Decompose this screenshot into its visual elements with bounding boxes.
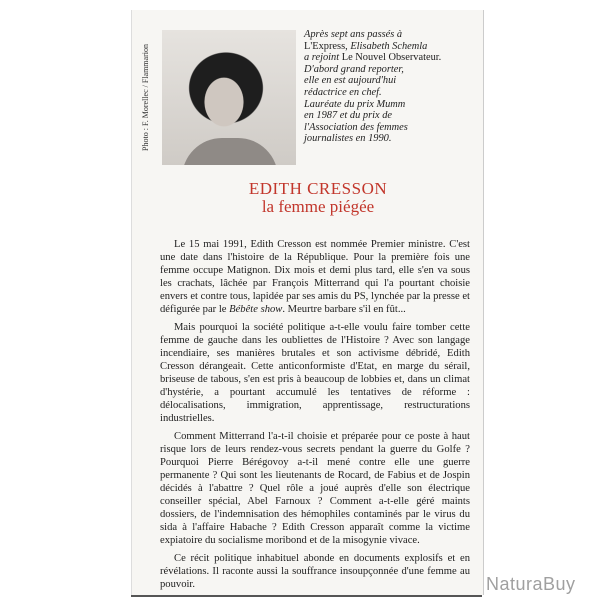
- bio-line: a rejoint: [304, 52, 340, 64]
- bio-line: journalistes en 1990.: [304, 133, 392, 145]
- author-bio: [304, 29, 482, 145]
- bio-line: elle en est aujourd'hui: [304, 75, 397, 87]
- bio-line: Le Nouvel Observateur.: [339, 52, 442, 64]
- bio-line: D'abord grand reporter,: [304, 63, 404, 75]
- bio-line: l'Association des femmes: [304, 121, 408, 133]
- text: . Meurtre barbare s'il en fût...: [282, 304, 406, 315]
- bio-line: Lauréate du prix Mumm: [304, 98, 406, 110]
- paragraph: Ce récit politique inhabituel abonde en documents explosifs et en révélations. Il raconte aussi la souffrance insoupçonnée d'une femme au pouvoir.: [160, 553, 470, 590]
- show-name: Bébête show: [229, 304, 283, 315]
- paragraph: [160, 238, 470, 316]
- paragraph: Mais pourquoi la société politique a-t-elle voulu faire tomber cette femme de gauche dans les oubliettes de l'Histoire ? Avec son langage incendiaire, ses manières brutales et son activisme débridé, Edith Cresson dérangeait. Cette anticonformiste d'Etat, en marge du sérail, briseuse de tabous, s'en est pris à beaucoup de lobbies et, dans un climat d'hystérie, a pourtant accumulé les tentatives de réforme : délocalisations, immigration, apprentissage, restructurations industrielles.: [160, 322, 470, 424]
- book-title: [160, 180, 476, 216]
- bio-line: Après sept ans passés à: [304, 29, 403, 40]
- title-line-1: EDITH CRESSON: [248, 179, 388, 198]
- blurb: [160, 238, 470, 596]
- bio-line: L'Express,: [304, 40, 351, 52]
- photo-credit: Photo : F. Morellec / Flammarion: [141, 44, 150, 151]
- bio-line: rédactrice en chef.: [304, 86, 382, 98]
- bio-line: en 1987 et du prix de: [304, 110, 393, 122]
- bio-author-name: Elisabeth Schemla: [350, 40, 428, 52]
- author-photo: [162, 30, 296, 165]
- text: Le 15 mai 1991, Edith Cresson est nommée Premier ministre. C'est une date dans l'histoire de la République. Pour la première fois une femme occupe Matignon. Dix mois et demi plus tard, elle s'en va sous les crachats, lâchée par François Mitterrand qui l'a pourtant choisie envers et contre tous, lapidée par ses amis du PS, lynchée par la presse et défigurée par le: [160, 239, 470, 315]
- title-line-2: la femme piégée: [261, 197, 375, 216]
- paragraph: Comment Mitterrand l'a-t-il choisie et préparée pour ce poste à haut risque lors de leurs rendez-vous secrets pendant la guerre du Golfe ? Pourquoi Pierre Bérégovoy a-t-il mené contre elle une guerre permanente ? Qui sont les lieutenants de Rocard, de Fabius et de Jospin décidés à l'abattre ? Quel rôle a joué auprès d'elle son électrique conseiller spécial, Abel Farnoux ? Comment a-t-elle géré maints dossiers, de l'indemnisation des hémophiles contaminés par le virus du sida à l'affaire Habache ? Edith Cresson apparaît comme la victime expiatoire du socialisme moribond et de la misogynie vivace.: [160, 431, 470, 546]
- watermark: NaturaBuy: [486, 574, 576, 594]
